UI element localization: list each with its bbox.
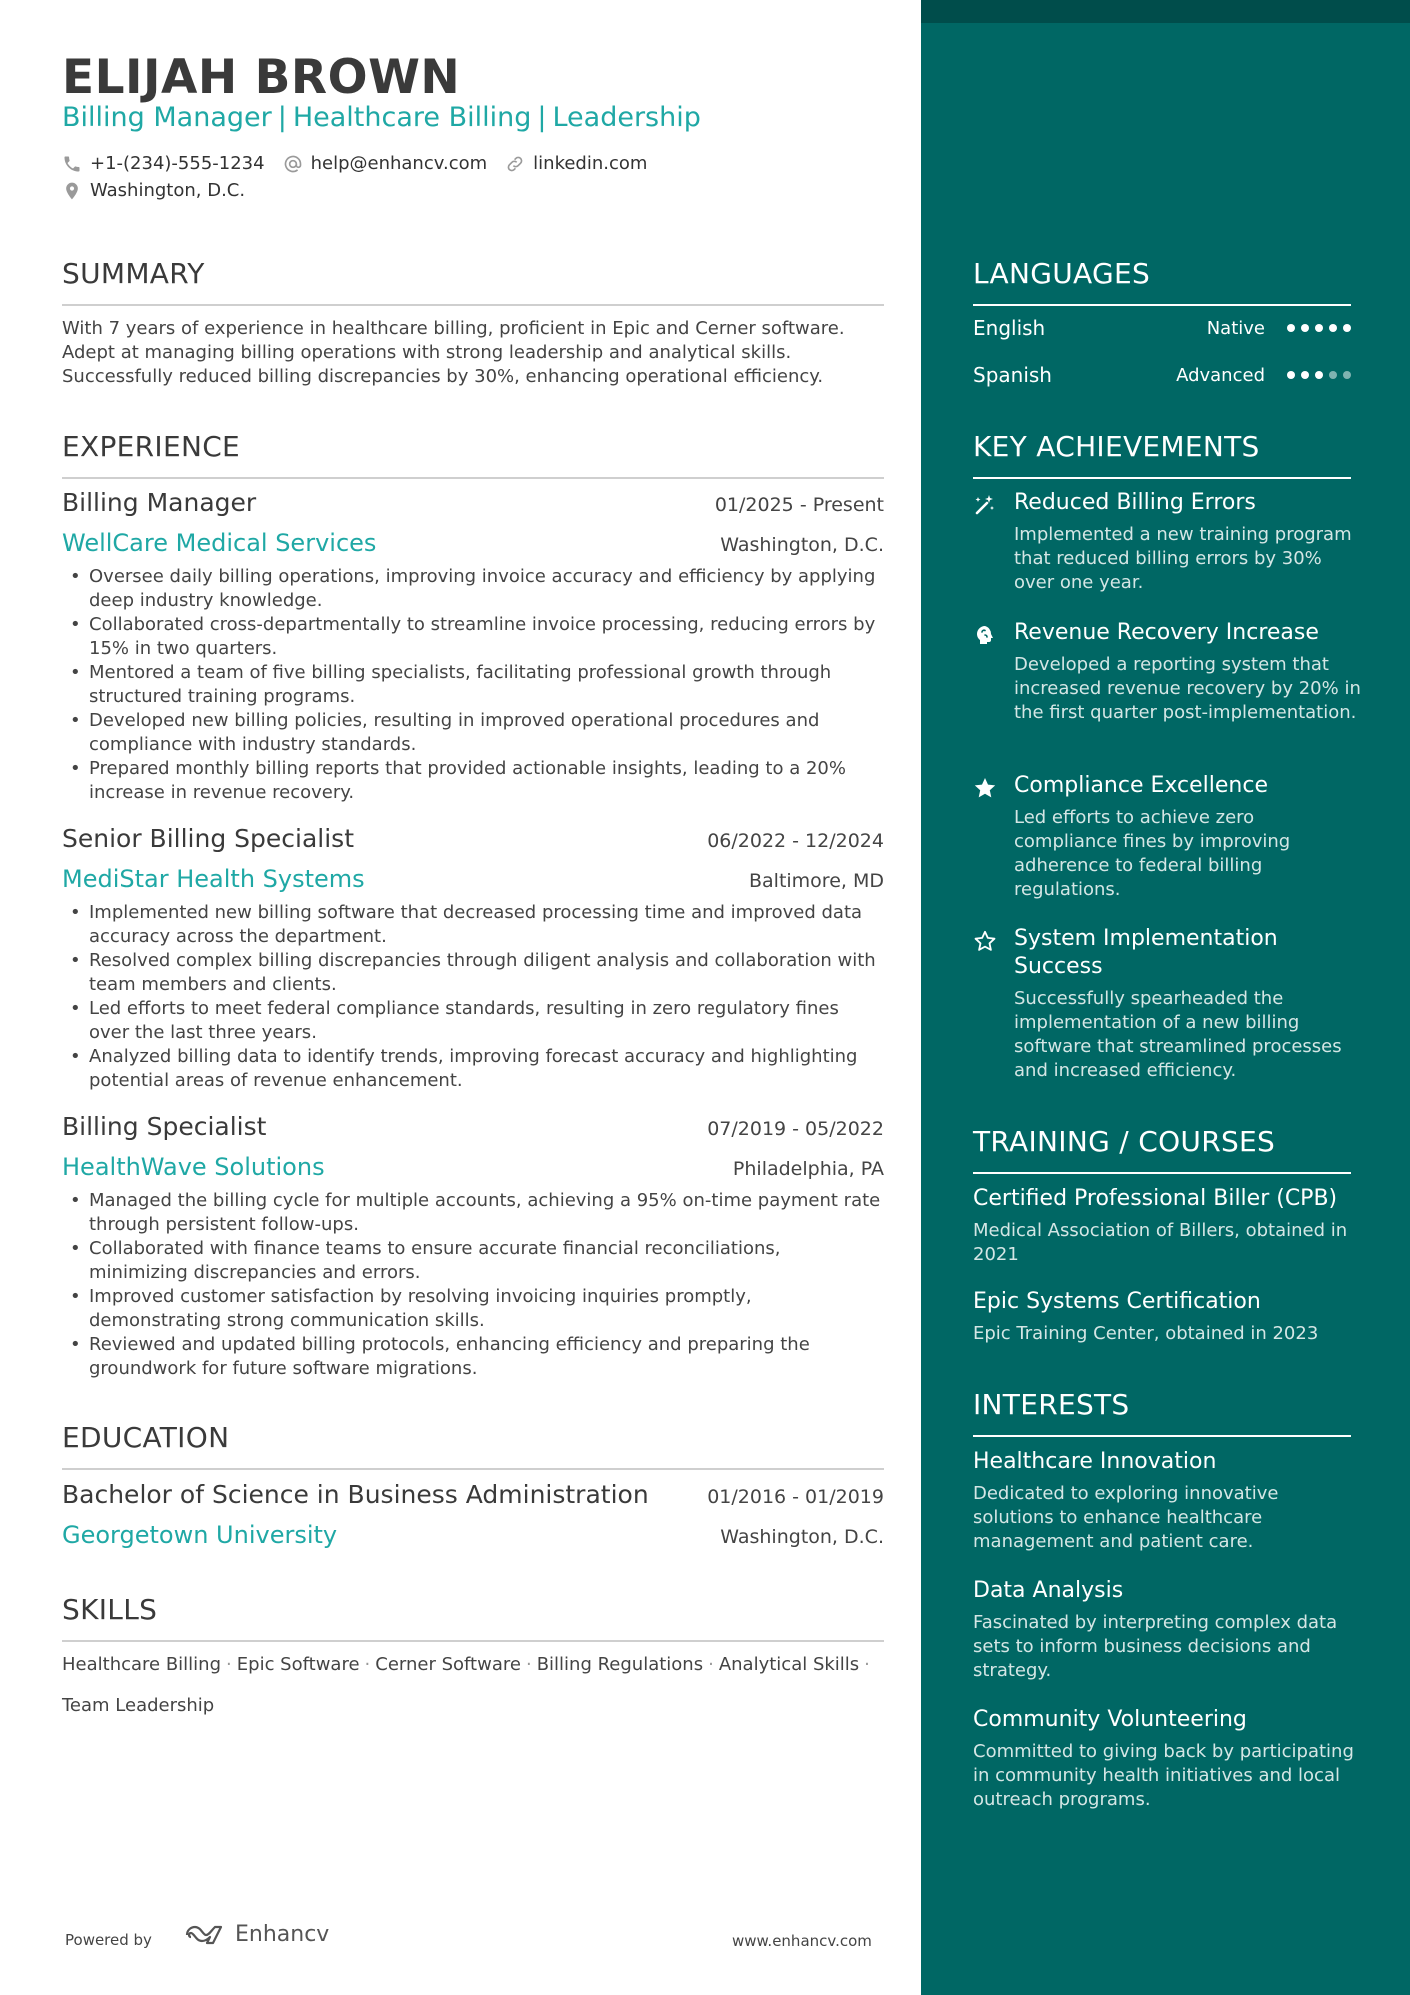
- interest-desc: Committed to giving back by participating in community health initiatives and local outreach programs.: [973, 1741, 1354, 1810]
- job-role: Billing Specialist: [62, 1112, 267, 1141]
- achievement-title: System Implementation Success: [1014, 926, 1278, 979]
- proficiency-dot-filled: [1315, 371, 1323, 379]
- proficiency-dot-empty: [1329, 371, 1337, 379]
- language-row: [973, 363, 1351, 387]
- job-company-row: [62, 1153, 884, 1181]
- enhancv-logo[interactable]: [183, 1922, 329, 1947]
- achievement-desc: Successfully spearheaded the implementation of a new billing software that streamlined processes and increased efficiency.: [1014, 988, 1342, 1081]
- job-bullet: • Mentored a team of five billing specialists, facilitating professional growth through structured training programs.: [62, 661, 884, 709]
- headline-skill: Leadership: [552, 102, 701, 133]
- job-location: Washington, D.C.: [720, 534, 884, 556]
- interest-item: [973, 1577, 1363, 1683]
- job-company[interactable]: MediStar Health Systems: [62, 865, 365, 893]
- sidebar: [921, 0, 1410, 1995]
- footer-url[interactable]: www.enhancv.com: [732, 1932, 872, 1950]
- contact-phone[interactable]: [62, 153, 265, 174]
- linkedin-text: linkedin.com: [533, 153, 648, 174]
- education-degree: Bachelor of Science in Business Administration: [62, 1480, 649, 1509]
- proficiency-dot-filled: [1287, 324, 1295, 332]
- skills-title: SKILLS: [62, 1593, 158, 1626]
- achievement-title: Reduced Billing Errors: [1014, 490, 1256, 515]
- job-bullets: [62, 565, 884, 805]
- phone-text: +1-(234)-555-1234: [90, 153, 265, 174]
- achievement-item: [973, 925, 1363, 1083]
- achievement-desc: Led efforts to achieve zero compliance fines by improving adherence to federal billing regulations.: [1014, 807, 1291, 900]
- job-location: Baltimore, MD: [748, 870, 884, 892]
- education-title: EDUCATION: [62, 1421, 230, 1454]
- location-text: Washington, D.C.: [90, 180, 246, 201]
- languages-divider: [973, 304, 1351, 306]
- education-divider: [62, 1468, 884, 1470]
- training-item-title: Certified Professional Biller (CPB): [973, 1186, 1338, 1211]
- job-bullets: [62, 1189, 884, 1381]
- language-proficiency-dots: [1287, 324, 1351, 332]
- proficiency-dot-empty: [1343, 371, 1351, 379]
- job-bullet: • Oversee daily billing operations, improving invoice accuracy and efficiency by applying deep industry knowledge.: [62, 565, 884, 613]
- achievement-title: Compliance Excellence: [1014, 773, 1268, 798]
- link-icon: [505, 154, 525, 174]
- language-level: Native: [1206, 317, 1265, 339]
- job-header: [62, 488, 884, 517]
- job-bullet: • Reviewed and updated billing protocols, enhancing efficiency and preparing the groundwork for future software migrations.: [62, 1333, 884, 1381]
- training-item-desc: Medical Association of Billers, obtained in 2021: [973, 1220, 1348, 1265]
- proficiency-dot-filled: [1301, 324, 1309, 332]
- job-role: Senior Billing Specialist: [62, 824, 355, 853]
- enhancv-logo-icon: [183, 1923, 229, 1947]
- interests-divider: [973, 1435, 1351, 1437]
- map-pin-icon: [62, 181, 82, 201]
- contact-row: [62, 153, 665, 174]
- training-item-title: Epic Systems Certification: [973, 1289, 1261, 1314]
- candidate-name: ELIJAH BROWN: [62, 50, 461, 105]
- email-text: help@enhancv.com: [310, 153, 488, 174]
- proficiency-dot-filled: [1315, 324, 1323, 332]
- education-location: Washington, D.C.: [720, 1526, 884, 1548]
- education-dates: 01/2016 - 01/2019: [707, 1486, 884, 1508]
- proficiency-dot-filled: [1343, 324, 1351, 332]
- job-bullet: • Resolved complex billing discrepancies through diligent analysis and collaboration with team members and clients.: [62, 949, 884, 997]
- interests-title: INTERESTS: [973, 1388, 1130, 1421]
- job-dates: 07/2019 - 05/2022: [707, 1118, 884, 1140]
- achievement-item: [973, 489, 1363, 595]
- wand-icon: [973, 493, 997, 517]
- contact-location-row: [62, 180, 263, 201]
- achievement-item: [973, 619, 1363, 725]
- job-header: [62, 824, 884, 853]
- headline-separator: |: [277, 102, 287, 133]
- job-bullets: [62, 901, 884, 1093]
- job-company-row: [62, 865, 884, 893]
- proficiency-dot-filled: [1287, 371, 1295, 379]
- job-location: Philadelphia, PA: [732, 1158, 884, 1180]
- interest-title: Community Volunteering: [973, 1707, 1247, 1732]
- achievements-divider: [973, 477, 1351, 479]
- proficiency-dot-filled: [1301, 371, 1309, 379]
- experience-divider: [62, 477, 884, 479]
- job-bullet: • Managed the billing cycle for multiple accounts, achieving a 95% on-time payment rate through persistent follow-ups.: [62, 1189, 884, 1237]
- job-dates: 01/2025 - Present: [714, 494, 884, 516]
- achievements-title: KEY ACHIEVEMENTS: [973, 430, 1260, 463]
- job-dates: 06/2022 - 12/2024: [707, 830, 884, 852]
- interest-title: Data Analysis: [973, 1578, 1124, 1603]
- star-outline-icon: [973, 929, 997, 953]
- job-header: [62, 1112, 884, 1141]
- proficiency-dot-filled: [1329, 324, 1337, 332]
- language-proficiency-dots: [1287, 371, 1351, 379]
- brain-icon: [973, 623, 997, 647]
- at-icon: [283, 154, 303, 174]
- headline-title: Billing Manager: [62, 102, 272, 133]
- job-company[interactable]: WellCare Medical Services: [62, 529, 377, 557]
- skill-item: Billing Regulations: [536, 1654, 704, 1675]
- skill-item: Cerner Software: [375, 1654, 521, 1675]
- star-filled-icon: [973, 776, 997, 800]
- job-bullet: • Implemented new billing software that decreased processing time and improved data accuracy across the department.: [62, 901, 884, 949]
- contact-email[interactable]: [283, 153, 488, 174]
- interest-desc: Dedicated to exploring innovative solutions to enhance healthcare management and patient care.: [973, 1483, 1279, 1552]
- enhancv-logo-text: Enhancv: [235, 1922, 330, 1947]
- job-bullet: • Prepared monthly billing reports that provided actionable insights, leading to a 20% increase in revenue recovery.: [62, 757, 884, 805]
- training-title: TRAINING / COURSES: [973, 1125, 1276, 1158]
- job-bullet: • Analyzed billing data to identify trends, improving forecast accuracy and highlighting potential areas of revenue enhancement.: [62, 1045, 884, 1093]
- footer-powered-by: Powered by: [65, 1931, 152, 1949]
- education-header: [62, 1480, 884, 1509]
- interest-desc: Fascinated by interpreting complex data sets to inform business decisions and strategy.: [973, 1612, 1338, 1681]
- headline-separator: |: [537, 102, 547, 133]
- education-school[interactable]: Georgetown University: [62, 1521, 338, 1549]
- language-row: [973, 316, 1351, 340]
- job-company-row: [62, 529, 884, 557]
- job-bullet: • Collaborated cross-departmentally to streamline invoice processing, reducing errors by 15% in two quarters.: [62, 613, 884, 661]
- summary-title: SUMMARY: [62, 257, 205, 290]
- skill-item: Epic Software: [236, 1654, 360, 1675]
- education-school-row: [62, 1521, 884, 1549]
- summary-divider: [62, 304, 884, 306]
- contact-linkedin[interactable]: [505, 153, 647, 174]
- sidebar-top-band: [921, 0, 1410, 23]
- languages-title: LANGUAGES: [973, 257, 1151, 290]
- skill-item: Team Leadership: [62, 1695, 215, 1716]
- job-role: Billing Manager: [62, 488, 257, 517]
- interest-item: [973, 1448, 1363, 1554]
- job-bullet: • Led efforts to meet federal compliance standards, resulting in zero regulatory fines over the last three years.: [62, 997, 884, 1045]
- headline: [62, 102, 701, 133]
- achievement-item: [973, 772, 1363, 902]
- job-bullet: • Developed new billing policies, resulting in improved operational procedures and compliance with industry standards.: [62, 709, 884, 757]
- job-company[interactable]: HealthWave Solutions: [62, 1153, 325, 1181]
- achievement-title: Revenue Recovery Increase: [1014, 620, 1319, 645]
- language-level: Advanced: [1176, 364, 1265, 386]
- interest-item: [973, 1706, 1363, 1812]
- interest-title: Healthcare Innovation: [973, 1449, 1217, 1474]
- job-bullet: • Collaborated with finance teams to ensure accurate financial reconciliations, minimizing discrepancies and errors.: [62, 1237, 884, 1285]
- job-bullet: • Improved customer satisfaction by resolving invoicing inquiries promptly, demonstrating strong communication skills.: [62, 1285, 884, 1333]
- language-name: Spanish: [973, 363, 1052, 387]
- training-item-desc: Epic Training Center, obtained in 2023: [973, 1323, 1319, 1344]
- skill-item: Analytical Skills: [718, 1654, 860, 1675]
- summary-text: With 7 years of experience in healthcare billing, proficient in Epic and Cerner software. Adept at managing billing operations with strong leadership and analytical skills. Successfully reduced billing discrepancies by 30%, enhancing operational efficiency.: [62, 318, 845, 387]
- skill-item: Healthcare Billing: [62, 1654, 222, 1675]
- skills-divider: [62, 1640, 884, 1642]
- headline-specialty: Healthcare Billing: [292, 102, 532, 133]
- training-item: [973, 1288, 1363, 1346]
- training-divider: [973, 1172, 1351, 1174]
- skills-list: Healthcare Billing · Epic Software · Cerner Software · Billing Regulations · Analytical Skills · Team Leadership: [62, 1654, 870, 1716]
- experience-title: EXPERIENCE: [62, 430, 241, 463]
- contact-location: [62, 180, 245, 201]
- phone-icon: [62, 154, 82, 174]
- achievement-desc: Implemented a new training program that reduced billing errors by 30% over one year.: [1014, 524, 1352, 593]
- achievement-desc: Developed a reporting system that increased revenue recovery by 20% in the first quarter post-implementation.: [1014, 654, 1361, 723]
- training-item: [973, 1185, 1363, 1267]
- language-name: English: [973, 316, 1046, 340]
